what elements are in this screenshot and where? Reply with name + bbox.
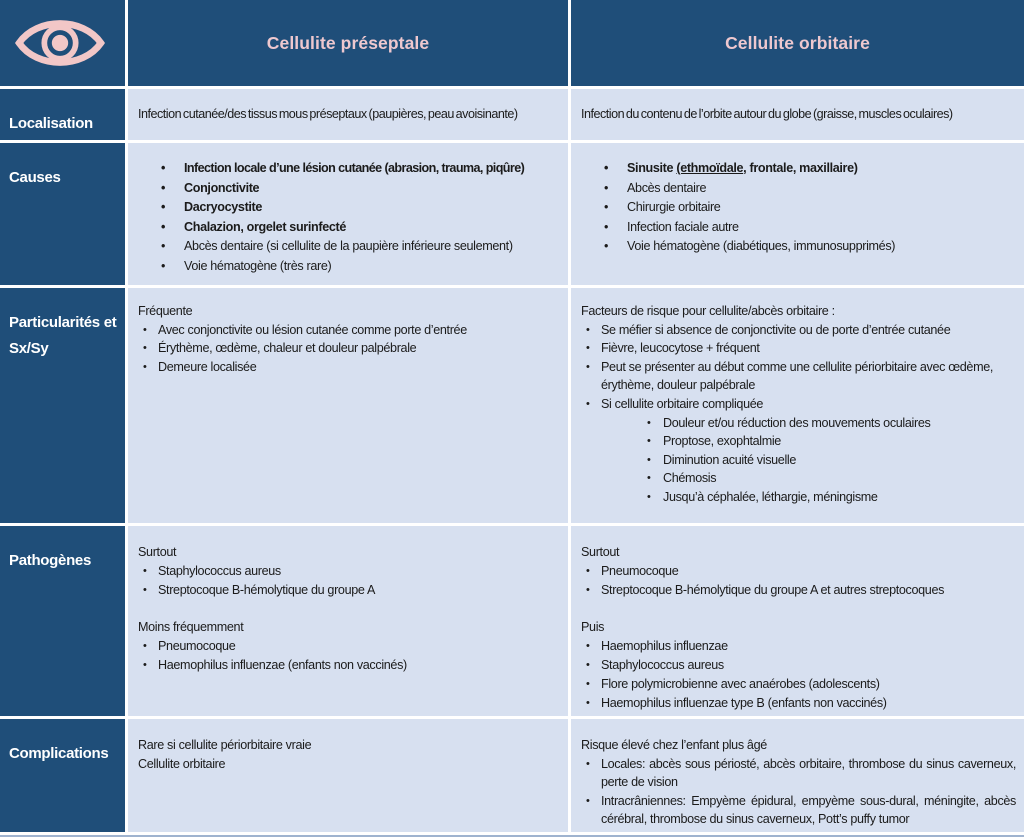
causes-preseptale-list <box>128 159 568 276</box>
row-label-particularites: Particularités et Sx/Sy <box>0 288 125 523</box>
localisation-orbitaire-cell <box>571 89 1024 140</box>
list-item: • Flore polymicrobienne avec anaérobes (adolescents) <box>581 675 1016 694</box>
column-header-orbitaire <box>571 0 1024 86</box>
list-item: • Staphylococcus aureus <box>138 562 560 581</box>
intro-text: Fréquente <box>138 304 193 318</box>
list-item: • Jusqu’à céphalée, léthargie, méningisme <box>643 488 1016 507</box>
particularites-preseptale-cell <box>128 288 568 523</box>
list-item: • Érythème, œdème, chaleur et douleur palpébrale <box>138 339 560 358</box>
list-item: • Pneumocoque <box>138 637 560 656</box>
list-item: • Intracrâniennes: Empyème épidural, empyème sous-dural, méningite, abcès cérébral, thrombose du sinus caverneux, Pott’s puffy tumor <box>581 792 1016 829</box>
list-item: • Proptose, exophtalmie <box>643 432 1016 451</box>
row-label-causes: Causes <box>0 143 125 285</box>
list-item: • Abcès dentaire <box>571 179 1024 199</box>
row-label-localisation: Localisation <box>0 89 125 140</box>
list-item: • Infection locale d’une lésion cutanée (abrasion, trauma, piqûre) <box>128 159 568 179</box>
list-item: • Chirurgie orbitaire <box>571 198 1024 218</box>
list-item: • Staphylococcus aureus <box>581 656 1016 675</box>
list-item: • Diminution acuité visuelle <box>643 451 1016 470</box>
list-item: • Conjonctivite <box>128 179 568 199</box>
causes-orbitaire-list <box>571 159 1024 257</box>
group-title: Surtout <box>581 545 620 559</box>
complicated-orbital-sublist <box>643 414 1016 507</box>
localisation-orbitaire-text: Infection du contenu de l’orbite autour du globe (graisse, muscles oculaires) <box>581 107 953 121</box>
list-item <box>571 159 1024 179</box>
complications-preseptale-cell <box>128 719 568 832</box>
causes-preseptale-cell <box>128 143 568 285</box>
list-item: • Streptocoque B-hémolytique du groupe A et autres streptocoques <box>581 581 1016 600</box>
localisation-preseptale-cell <box>128 89 568 140</box>
pathogenes-preseptale-cell <box>128 526 568 716</box>
complications-orbitaire-list <box>581 755 1016 829</box>
bottom-border <box>0 832 1024 837</box>
particularites-preseptale-list <box>138 321 560 377</box>
particularites-orbitaire-list <box>581 321 1016 507</box>
list-item: • Haemophilus influenzae type B (enfants non vaccinés) <box>581 694 1016 713</box>
list-item: • Se méfier si absence de conjonctivite ou de porte d’entrée cutanée <box>581 321 1016 340</box>
localisation-preseptale-text: Infection cutanée/des tissus mous préseptaux (paupières, peau avoisinante) <box>138 107 518 121</box>
list-item-text: , frontale, maxillaire) <box>743 161 858 175</box>
column-header-preseptale <box>128 0 568 86</box>
list-item: • Douleur et/ou réduction des mouvements oculaires <box>643 414 1016 433</box>
complications-preseptale-line: Rare si cellulite périorbitaire vraie <box>138 738 312 752</box>
intro-text: Risque élevé chez l’enfant plus âgé <box>581 738 767 752</box>
causes-orbitaire-cell <box>571 143 1024 285</box>
list-item: • Haemophilus influenzae <box>581 637 1016 656</box>
preseptale-title: Cellulite préseptale <box>266 32 430 53</box>
list-item: • Chémosis <box>643 469 1016 488</box>
pathogenes-orbitaire-cell <box>571 526 1024 716</box>
list-item: • Pneumocoque <box>581 562 1016 581</box>
eye-icon <box>15 13 105 73</box>
list-item: • Streptocoque B-hémolytique du groupe A <box>138 581 560 600</box>
list-item: • Infection faciale autre <box>571 218 1024 238</box>
underlined-text: (ethmoïdale <box>676 161 744 175</box>
list-item: • Dacryocystite <box>128 198 568 218</box>
list-item <box>581 395 1016 507</box>
list-item: • Peut se présenter au début comme une cellulite périorbitaire avec œdème, érythème, douleur palpébrale <box>581 358 1016 395</box>
group-title: Moins fréquemment <box>138 620 244 634</box>
list-item-text: Si cellulite orbitaire compliquée <box>601 396 764 411</box>
complications-preseptale-line: Cellulite orbitaire <box>138 756 226 771</box>
row-label-pathogenes: Pathogènes <box>0 526 125 716</box>
intro-text: Facteurs de risque pour cellulite/abcès orbitaire : <box>581 304 835 318</box>
list-item: • Voie hématogène (diabétiques, immunosupprimés) <box>571 237 1024 257</box>
pathogenes-orbitaire-group2 <box>581 637 1016 713</box>
list-item: • Locales: abcès sous périosté, abcès orbitaire, thrombose du sinus caverneux, perte de vision <box>581 755 1016 792</box>
list-item: • Haemophilus influenzae (enfants non vaccinés) <box>138 656 560 675</box>
list-item: • Avec conjonctivite ou lésion cutanée comme porte d’entrée <box>138 321 560 340</box>
list-item: • Abcès dentaire (si cellulite de la paupière inférieure seulement) <box>128 237 568 257</box>
group-title: Surtout <box>138 545 177 559</box>
list-item: • Chalazion, orgelet surinfecté <box>128 218 568 238</box>
row-label-complications: Complications <box>0 719 125 832</box>
list-item: • Demeure localisée <box>138 358 560 377</box>
particularites-orbitaire-cell <box>571 288 1024 523</box>
eye-logo-cell <box>0 0 125 86</box>
list-item: • Voie hématogène (très rare) <box>128 257 568 277</box>
complications-orbitaire-cell <box>571 719 1024 832</box>
list-item-text: Sinusite <box>627 161 677 175</box>
pathogenes-preseptale-group2 <box>138 637 560 675</box>
list-item: • Fièvre, leucocytose + fréquent <box>581 339 1016 358</box>
pathogenes-orbitaire-group1 <box>581 562 1016 600</box>
group-title: Puis <box>581 620 605 634</box>
pathogenes-preseptale-group1 <box>138 562 560 600</box>
orbitaire-title: Cellulite orbitaire <box>725 32 870 53</box>
